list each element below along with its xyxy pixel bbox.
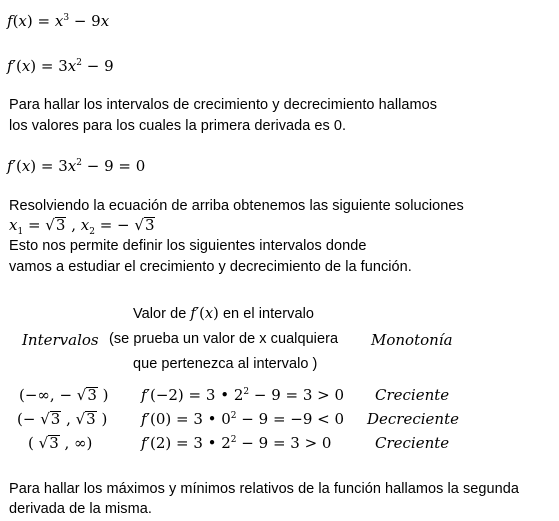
first-derivative: $f'(x) = 3x^2 - 9$ [7,57,114,75]
solutions: $x_1 = √3$ , $x_2$ = − √3 [9,216,155,237]
table-row-3-interval: ( √3 , ∞) [28,434,93,452]
paragraph-1-line-2: los valores para los cuales la primera derivada es 0. [9,118,347,134]
table-row-1-value: f′(−2) = 3 • $2^2 - 9 = 3 > 0$ [141,386,345,404]
table-row-1-interval: (−∞, − √3 ) [19,386,109,404]
table-header-value-line-2: (se prueba un valor de x cualquiera [109,331,339,347]
table-header-value-line-1: Valor de f′(x) en el intervalo [133,306,314,322]
function-definition: $f(x) = x^3 - 9x$ [7,12,110,30]
paragraph-2-line-3: Esto nos permite definir los siguientes intervalos donde [9,238,367,254]
table-row-2-value: f′(0) = 3 • $0^2 - 9 = -9 < 0$ [141,410,345,428]
paragraph-2-line-4: vamos a estudiar el crecimiento y decrecimiento de la función. [9,259,412,275]
table-header-intervals: Intervalos [22,331,99,349]
paragraph-2-line-1: Resolviendo la ecuación de arriba obtenemos las siguiente soluciones [9,198,464,214]
table-header-value-line-3: que pertenezca al intervalo ) [133,356,318,372]
table-header-monotony: Monotonía [371,331,453,349]
table-row-2-interval: (− √3 , √3 ) [17,410,108,428]
table-row-2-monotony: Decreciente [367,410,459,428]
paragraph-3-line-1: Para hallar los máximos y mínimos relativos de la función hallamos la segunda [9,481,519,497]
derivative-equation: $f'(x) = 3x^2 - 9 = 0$ [7,157,146,175]
paragraph-3-line-2: derivada de la misma. [9,501,152,517]
paragraph-1-line-1: Para hallar los intervalos de crecimiento y decrecimiento hallamos [9,97,438,113]
table-row-3-monotony: Creciente [375,434,450,452]
table-row-3-value: f′(2) = 3 • $2^2 - 9 = 3 > 0$ [141,434,332,452]
table-row-1-monotony: Creciente [375,386,450,404]
